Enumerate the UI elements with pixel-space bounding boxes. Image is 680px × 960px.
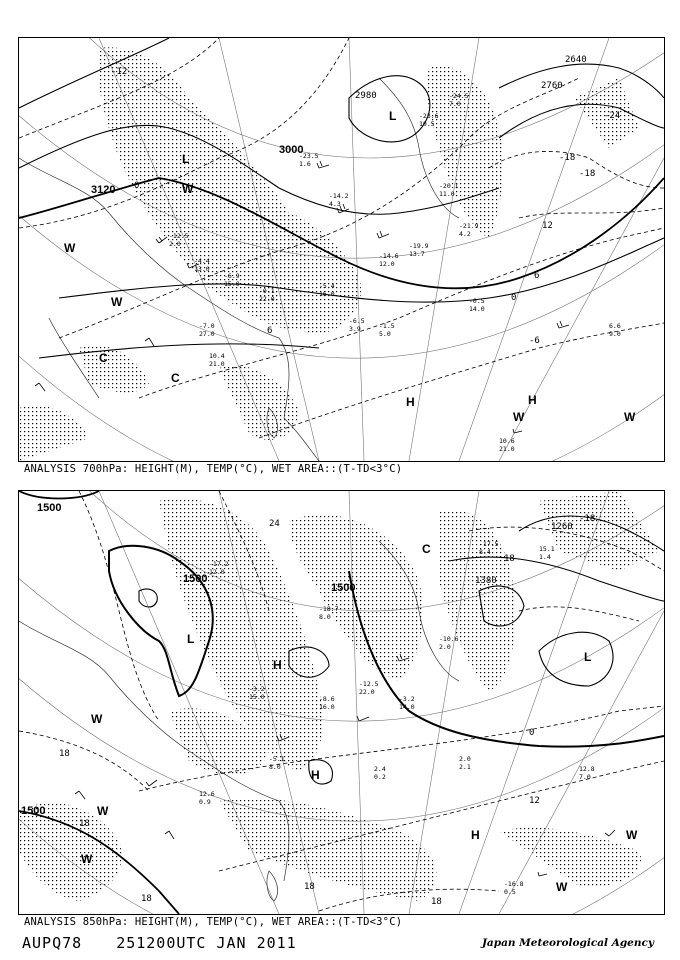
lower-temp-label-6: 0 (529, 728, 535, 738)
svg-text:15.0: 15.0 (249, 693, 265, 701)
svg-text:10.6: 10.6 (499, 437, 515, 445)
svg-text:8.4: 8.4 (479, 548, 491, 556)
upper-temp-label-4: -24 (604, 111, 621, 121)
upper-cold-symbol-1: C (99, 351, 108, 365)
svg-text:-6.9: -6.9 (224, 272, 240, 280)
upper-temp-label-5: -18 (579, 169, 596, 179)
upper-warm-symbol-3: W (111, 295, 123, 309)
analysis-month-year: JAN 2011 (216, 934, 297, 952)
lower-high-symbol-1: H (273, 658, 282, 672)
svg-text:-0.5: -0.5 (469, 297, 485, 305)
svg-text:-8.6: -8.6 (319, 695, 335, 703)
svg-text:14.0: 14.0 (469, 305, 485, 313)
svg-text:8.0: 8.0 (319, 613, 331, 621)
upper-warm-symbol-2: W (64, 241, 76, 255)
svg-text:-17.2: -17.2 (209, 560, 229, 568)
lower-height-label-1: 1500 (37, 502, 62, 514)
svg-text:-1.5: -1.5 (379, 322, 395, 330)
agency-credit: Japan Meteorological Agency (481, 937, 654, 949)
lower-height-label-4: 1500 (21, 805, 46, 817)
svg-text:-14.6: -14.6 (379, 252, 399, 260)
upper-height-label-4: 2760 (541, 81, 563, 91)
svg-text:-23.6: -23.6 (419, 112, 439, 120)
svg-text:5.0: 5.0 (379, 330, 391, 338)
lower-caption: ANALYSIS 850hPa: HEIGHT(M), TEMP(°C), WET AREA::(T-TD<3°C) (24, 916, 403, 928)
svg-text:-3.2: -3.2 (399, 695, 415, 703)
upper-temp-label-1: -12 (111, 67, 128, 77)
lower-temp-label-4: 18 (59, 749, 70, 759)
upper-map-svg (19, 38, 664, 461)
lower-height-label-5: 1380 (475, 576, 497, 586)
svg-text:-20.1: -20.1 (439, 182, 459, 190)
lower-map-panel (18, 490, 665, 915)
upper-wet-areas (19, 47, 639, 461)
svg-text:-4.4: -4.4 (194, 257, 210, 265)
svg-text:2.0: 2.0 (439, 643, 451, 651)
lower-temp-label-5: 18 (79, 819, 90, 829)
upper-height-label-1: 3120 (91, 184, 116, 196)
svg-text:12.0: 12.0 (209, 568, 225, 576)
svg-text:4.3: 4.3 (329, 200, 341, 208)
upper-height-label-3: 2980 (355, 91, 377, 101)
lower-temp-label-1: 24 (269, 519, 280, 529)
svg-text:12.0: 12.0 (379, 260, 395, 268)
lower-temp-label-7: 12 (529, 796, 540, 806)
svg-text:6.6: 6.6 (609, 322, 621, 330)
svg-text:-10.6: -10.6 (439, 635, 459, 643)
lower-cold-symbol-1: C (422, 542, 431, 556)
lower-warm-symbol-4: W (626, 828, 638, 842)
upper-warm-symbol-5: W (624, 410, 636, 424)
chart-id: AUPQ78 (22, 934, 83, 952)
svg-text:0.9: 0.9 (199, 798, 211, 806)
svg-text:2.1: 2.1 (459, 763, 471, 771)
lower-temp-label-9: 18 (304, 882, 315, 892)
lower-warm-symbol-1: W (91, 712, 103, 726)
svg-text:3.9: 3.9 (349, 325, 361, 333)
svg-text:15.1: 15.1 (539, 545, 555, 553)
svg-text:2.0: 2.0 (169, 240, 181, 248)
svg-text:12.8: 12.8 (579, 765, 595, 773)
lower-warm-symbol-5: W (556, 880, 568, 894)
svg-text:8.0: 8.0 (269, 763, 281, 771)
lower-high-symbol-3: H (471, 828, 480, 842)
svg-text:-12.5: -12.5 (359, 680, 379, 688)
lower-high-symbol-2: H (311, 768, 320, 782)
svg-text:27.0: 27.0 (199, 330, 215, 338)
upper-temp-label-2: 0 (134, 181, 140, 191)
svg-text:-24.5: -24.5 (449, 92, 469, 100)
lower-height-label-3: 1500 (331, 582, 356, 594)
svg-text:-3.2: -3.2 (249, 685, 265, 693)
svg-text:21.0: 21.0 (499, 445, 515, 453)
svg-text:-18.7: -18.7 (319, 605, 339, 613)
svg-text:13.0: 13.0 (194, 265, 210, 273)
analysis-datetime: 251200UTC (116, 934, 207, 952)
upper-temp-label-7: 6 (534, 271, 540, 281)
upper-temp-label-3: -18 (559, 153, 576, 163)
svg-text:-14.2: -14.2 (329, 192, 349, 200)
lower-map-svg (19, 491, 664, 914)
svg-text:1.4: 1.4 (539, 553, 551, 561)
svg-text:21.0: 21.0 (209, 360, 225, 368)
lower-height-label-2: 1500 (183, 573, 208, 585)
svg-text:2.0: 2.0 (459, 755, 471, 763)
upper-low-symbol-2: L (389, 109, 397, 123)
upper-height-label-5: 2640 (565, 55, 587, 65)
upper-high-symbol-1: H (406, 395, 415, 409)
lower-height-label-6: 1260 (551, 522, 573, 532)
svg-text:-16.8: -16.8 (504, 880, 524, 888)
svg-text:14.0: 14.0 (399, 703, 415, 711)
upper-temp-label-6: 12 (542, 221, 553, 231)
upper-cold-symbol-2: C (171, 371, 180, 385)
lower-warm-symbol-3: W (81, 852, 93, 866)
svg-text:22.0: 22.0 (259, 295, 275, 303)
svg-text:-21.9: -21.9 (459, 222, 479, 230)
upper-low-symbol-1: L (182, 152, 190, 166)
upper-warm-symbol-1: W (182, 182, 194, 196)
svg-text:10.5: 10.5 (419, 120, 435, 128)
svg-text:13.7: 13.7 (409, 250, 425, 258)
lower-low-symbol-2: L (584, 650, 592, 664)
lower-temp-label-10: 18 (431, 897, 442, 907)
svg-text:16.0: 16.0 (319, 290, 335, 298)
svg-text:-19.9: -19.9 (409, 242, 429, 250)
svg-text:-0.1: -0.1 (259, 287, 275, 295)
svg-text:22.0: 22.0 (359, 688, 375, 696)
svg-text:7.0: 7.0 (449, 100, 461, 108)
svg-text:-17.5: -17.5 (479, 540, 499, 548)
svg-text:1.6: 1.6 (299, 160, 311, 168)
lower-warm-symbol-2: W (97, 804, 109, 818)
lower-wet-areas (19, 491, 659, 901)
svg-text:9.0: 9.0 (609, 330, 621, 338)
svg-text:-5.1: -5.1 (269, 755, 285, 763)
svg-text:15.0: 15.0 (224, 280, 240, 288)
svg-text:-12.5: -12.5 (169, 232, 189, 240)
svg-text:16.0: 16.0 (319, 703, 335, 711)
svg-text:4.2: 4.2 (459, 230, 471, 238)
footer-info (22, 934, 331, 952)
upper-map-panel (18, 37, 665, 462)
svg-text:11.0: 11.0 (439, 190, 455, 198)
svg-text:-23.5: -23.5 (299, 152, 319, 160)
upper-temp-label-9: -6 (529, 336, 540, 346)
lower-temp-label-8: 18 (141, 894, 152, 904)
lower-low-symbol-1: L (187, 632, 195, 646)
svg-text:0.2: 0.2 (374, 773, 386, 781)
svg-text:-6.5: -6.5 (349, 317, 365, 325)
svg-text:-7.0: -7.0 (199, 322, 215, 330)
upper-warm-symbol-4: W (513, 410, 525, 424)
upper-height-label-2: 3000 (279, 144, 304, 156)
upper-temp-label-8: 0 (511, 293, 517, 303)
svg-text:12.6: 12.6 (199, 790, 215, 798)
svg-text:-5.4: -5.4 (319, 282, 335, 290)
svg-text:10.4: 10.4 (209, 352, 225, 360)
upper-high-symbol-2: H (528, 393, 537, 407)
svg-text:7.0: 7.0 (579, 773, 591, 781)
svg-text:2.4: 2.4 (374, 765, 386, 773)
svg-text:0.5: 0.5 (504, 888, 516, 896)
lower-temp-label-3: -18 (579, 514, 596, 524)
upper-caption: ANALYSIS 700hPa: HEIGHT(M), TEMP(°C), WET AREA::(T-TD<3°C) (24, 463, 403, 475)
lower-temp-label-2: 18 (504, 554, 515, 564)
upper-temp-label-10: 6 (267, 326, 273, 336)
